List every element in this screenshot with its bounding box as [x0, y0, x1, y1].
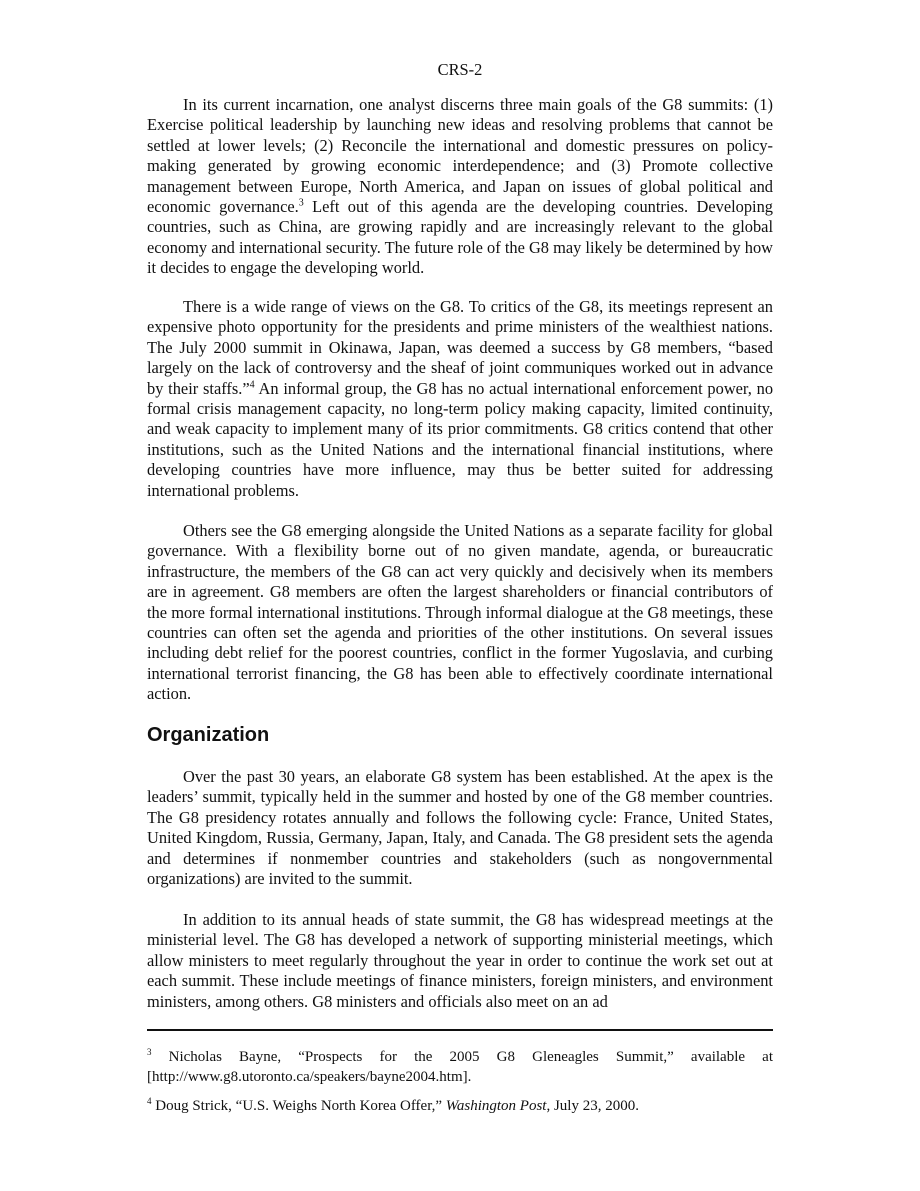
publication-title: Washington Post: [445, 1098, 547, 1114]
footnote-ref[interactable]: 4: [249, 379, 255, 391]
paragraph-ministerial: [147, 910, 773, 1012]
footnote-marker: 3: [147, 1047, 152, 1057]
paragraph-organization: [147, 767, 773, 889]
footnote-divider: [147, 1029, 773, 1031]
paragraph-critics: [147, 297, 773, 501]
footnote-text: Nicholas Bayne, “Prospects for the 2005 G8 Gleneagles Summit,” available at [http://www.g8.utoronto.ca/speakers/bayne2004.htm].: [147, 1049, 773, 1085]
paragraph-text: Left out of this agenda are the developing countries. Developing countries, such as China, are growing rapidly and are increasingly relevant to the global economy and international security. The future role of the G8 may likely be determined by how it decides to engage the developing world.: [147, 197, 773, 278]
footnote-4: [147, 1096, 773, 1116]
paragraph-supporters: [147, 521, 773, 705]
paragraph-text: Others see the G8 emerging alongside the United Nations as a separate facility for global governance. With a flexibility borne out of no given mandate, agenda, or bureaucratic infrastructure, the members of the G8 can act very quickly and decisively when its members are in agreement. G8 members are often the largest shareholders or financial contributors of the more formal international institutions. Through informal dialogue at the G8 meetings, these countries can often set the agenda and priorities of the other institutions. On several issues including debt relief for the poorest countries, conflict in the former Yugoslavia, and curbing international terrorist financing, the G8 has been able to effectively coordinate international action.: [147, 521, 773, 704]
footnote-marker: 4: [147, 1096, 152, 1106]
paragraph-text: In its current incarnation, one analyst discerns three main goals of the G8 summits: (1) Exercise political leadership by launching new ideas and resolving problems that cannot be settled at lower levels; (2) Reconcile the international and domestic pressures on policy-making generated by growing economic interdependence; and (3) Promote collective management between Europe, North America, and Japan on issues of global political and economic governance.: [147, 95, 773, 217]
footnote-ref[interactable]: 3: [298, 197, 304, 209]
footnote-text: , July 23, 2000.: [546, 1098, 639, 1114]
paragraph-text: An informal group, the G8 has no actual international enforcement power, no formal crisis management capacity, no long-term policy making capacity, limited continuity, and weak capacity to implement many of its prior commitments. G8 critics contend that other institutions, such as the United Nations and the international financial institutions, where developing countries have more influence, may thus be better suited for addressing international problems.: [147, 378, 774, 500]
paragraph-goals: [147, 95, 773, 279]
section-heading: Organization: [147, 724, 270, 746]
paragraph-text: Over the past 30 years, an elaborate G8 system has been established. At the apex is the leaders’ summit, typically held in the summer and hosted by one of the G8 member countries. The G8 presidency rotates annually and follows the following cycle: France, United States, United Kingdom, Russia, Germany, Japan, Italy, and Canada. The G8 president sets the agenda and determines if nonmember countries and stakeholders (such as nongovernmental organizations) are invited to the summit.: [147, 767, 773, 889]
paragraph-text: There is a wide range of views on the G8. To critics of the G8, its meetings represent an expensive photo opportunity for the presidents and prime ministers of the wealthiest nations. The July 2000 summit in Okinawa, Japan, was deemed a success by G8 members, “based largely on the lack of controversy and the sheaf of joint communiques worked out in advance by their staffs.”: [147, 297, 773, 398]
paragraph-text: In addition to its annual heads of state summit, the G8 has widespread meetings at the ministerial level. The G8 has developed a network of supporting ministerial meetings, which allow ministers to meet regularly throughout the year in order to continue the work set out at each summit. These include meetings of finance ministers, foreign ministers, and environment ministers, among others. G8 ministers and officials also meet on an ad: [147, 910, 773, 1011]
page-header: CRS-2: [437, 60, 483, 79]
footnote-text: Doug Strick, “U.S. Weighs North Korea Offer,”: [151, 1098, 446, 1114]
footnote-3: [147, 1047, 773, 1087]
